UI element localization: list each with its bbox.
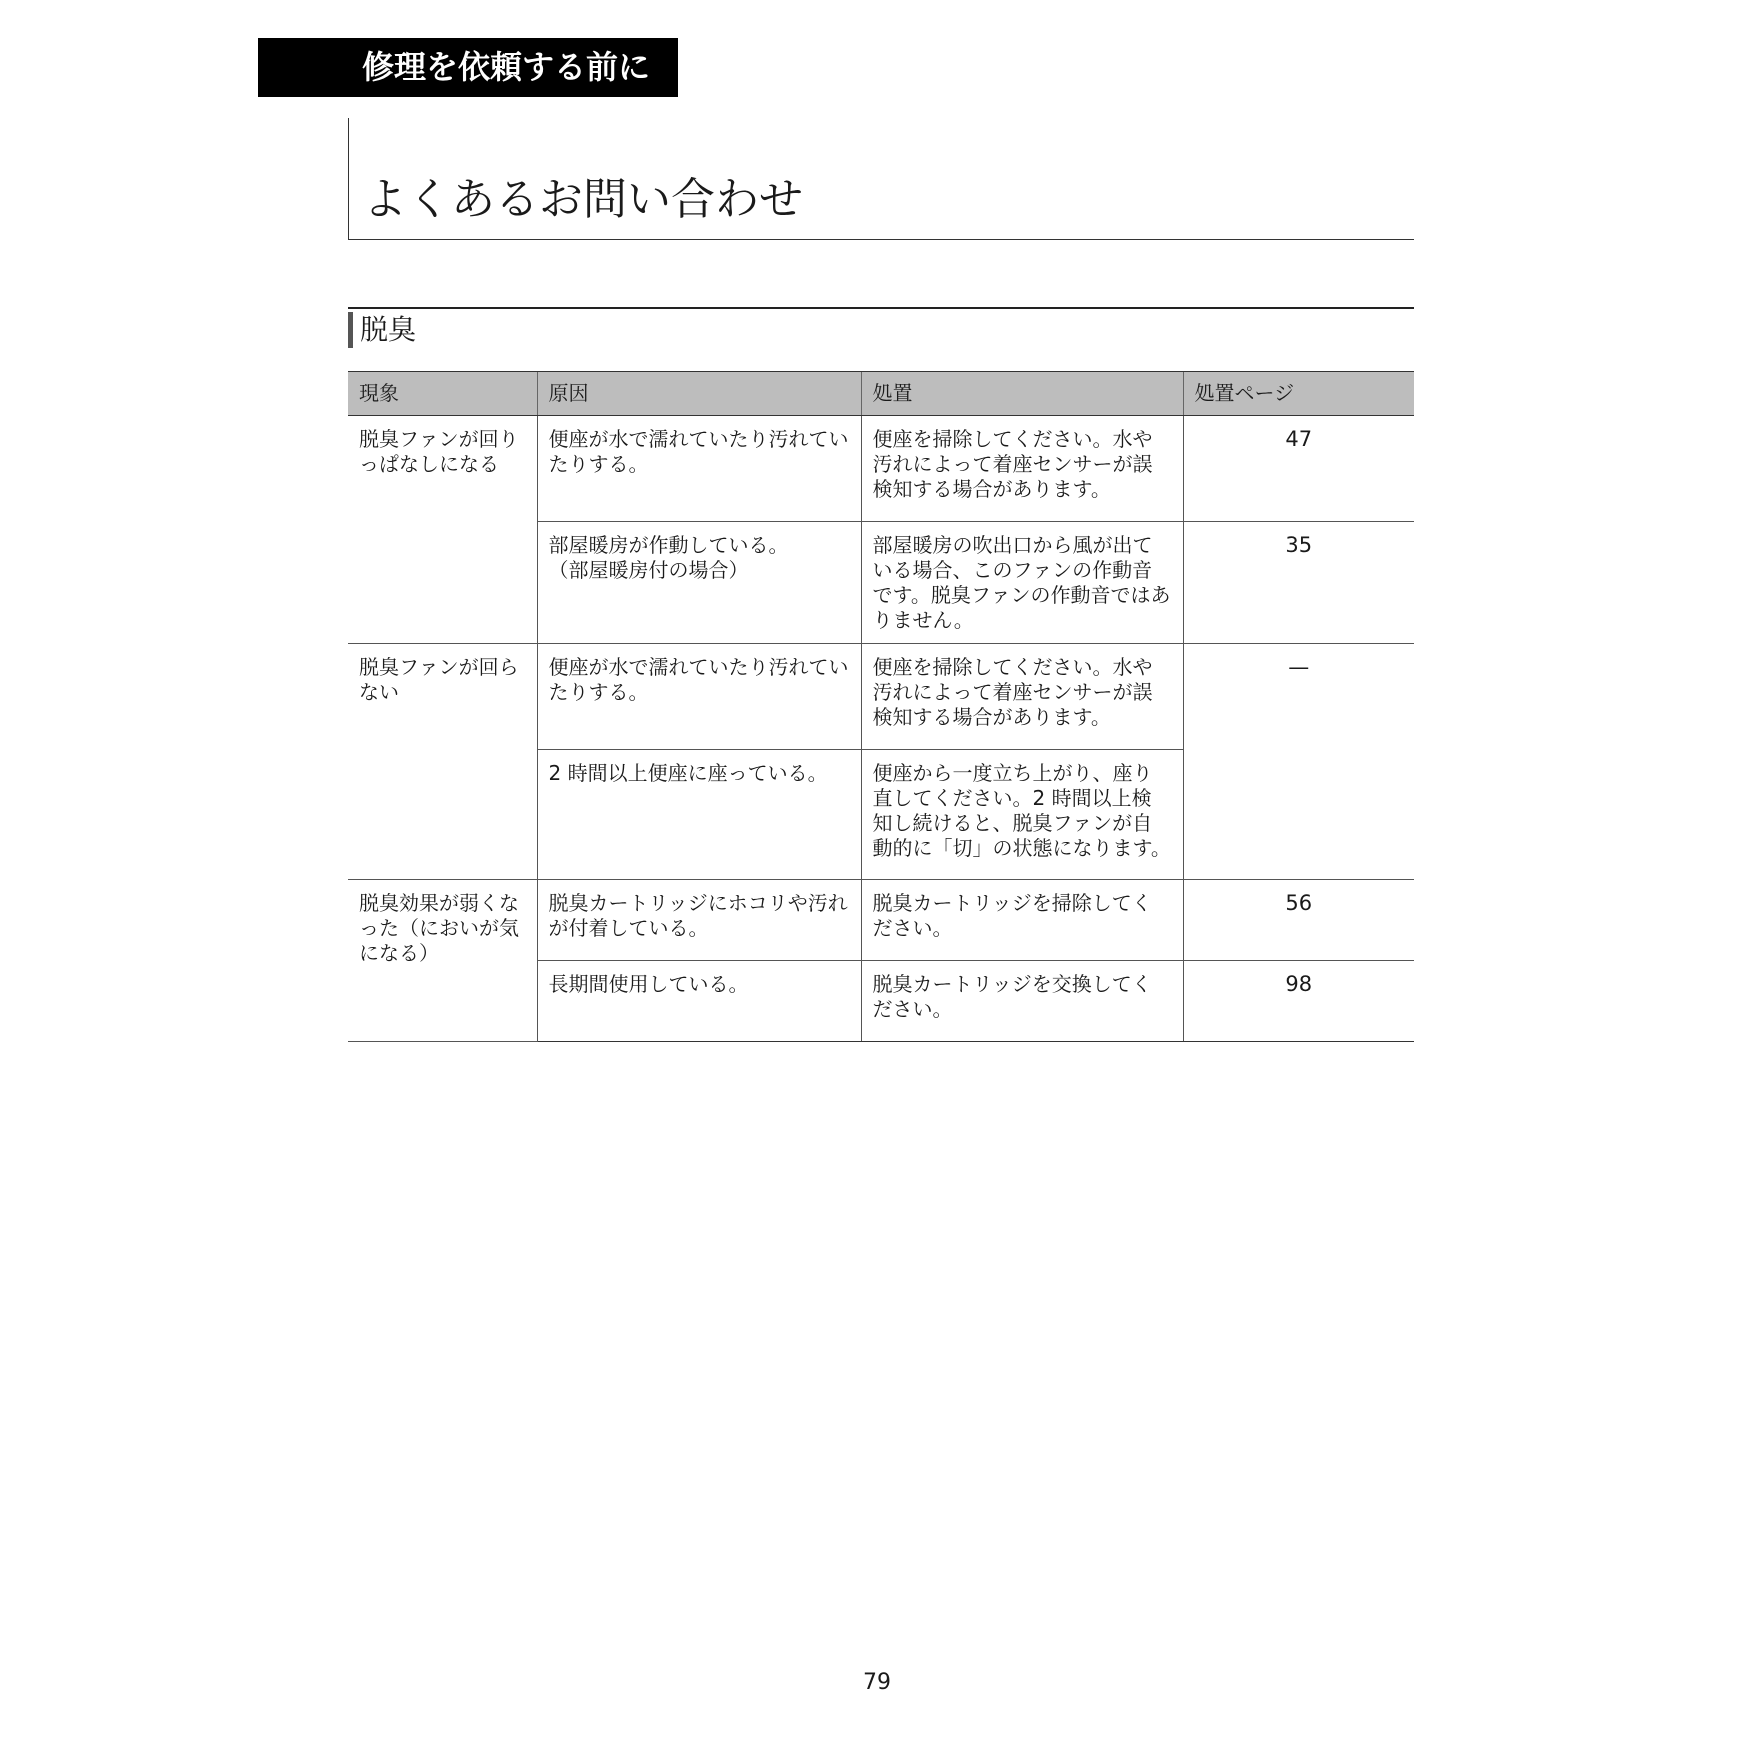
section-heading: 脱臭 bbox=[348, 312, 416, 348]
column-header-remedy: 処置 bbox=[861, 372, 1183, 416]
symptom-cell: 脱臭ファンが回らない bbox=[348, 644, 537, 880]
symptom-cell: 脱臭効果が弱くなった（においが気になる） bbox=[348, 880, 537, 1042]
remedy-cell: 便座を掃除してください。水や汚れによって着座センサーが誤検知する場合があります。 bbox=[861, 644, 1183, 750]
cause-cell: 脱臭カートリッジにホコリや汚れが付着している。 bbox=[537, 880, 861, 961]
page-ref-cell: 35 bbox=[1183, 522, 1414, 644]
page-ref-cell: — bbox=[1183, 644, 1414, 880]
column-header-cause: 原因 bbox=[537, 372, 861, 416]
table-row bbox=[348, 644, 1414, 750]
remedy-cell: 便座を掃除してください。水や汚れによって着座センサーが誤検知する場合があります。 bbox=[861, 416, 1183, 522]
table-header-row bbox=[348, 372, 1414, 416]
remedy-cell: 脱臭カートリッジを交換してください。 bbox=[861, 961, 1183, 1042]
page-ref-cell: 47 bbox=[1183, 416, 1414, 522]
remedy-cell: 部屋暖房の吹出口から風が出ている場合、このファンの作動音です。脱臭ファンの作動音ではありません。 bbox=[861, 522, 1183, 644]
cause-cell: 長期間使用している。 bbox=[537, 961, 861, 1042]
section-divider bbox=[348, 307, 1414, 309]
cause-cell: 2 時間以上便座に座っている。 bbox=[537, 750, 861, 880]
column-header-symptom: 現象 bbox=[348, 372, 537, 416]
title-frame bbox=[348, 118, 1414, 240]
table-row bbox=[348, 416, 1414, 522]
page-number: 79 bbox=[863, 1670, 891, 1695]
chapter-tab: 修理を依頼する前に bbox=[258, 38, 678, 97]
page-ref-cell: 98 bbox=[1183, 961, 1414, 1042]
cause-cell: 便座が水で濡れていたり汚れていたりする。 bbox=[537, 644, 861, 750]
faq-table bbox=[348, 371, 1414, 1042]
cause-cell: 部屋暖房が作動している。 （部屋暖房付の場合） bbox=[537, 522, 861, 644]
page-title: よくあるお問い合わせ bbox=[363, 174, 803, 225]
remedy-cell: 便座から一度立ち上がり、座り直してください。2 時間以上検知し続けると、脱臭ファンが自動的に「切」の状態になります。 bbox=[861, 750, 1183, 880]
cause-cell: 便座が水で濡れていたり汚れていたりする。 bbox=[537, 416, 861, 522]
table-row bbox=[348, 880, 1414, 961]
page-ref-cell: 56 bbox=[1183, 880, 1414, 961]
symptom-cell: 脱臭ファンが回りっぱなしになる bbox=[348, 416, 537, 644]
column-header-page: 処置ページ bbox=[1183, 372, 1414, 416]
remedy-cell: 脱臭カートリッジを掃除してください。 bbox=[861, 880, 1183, 961]
